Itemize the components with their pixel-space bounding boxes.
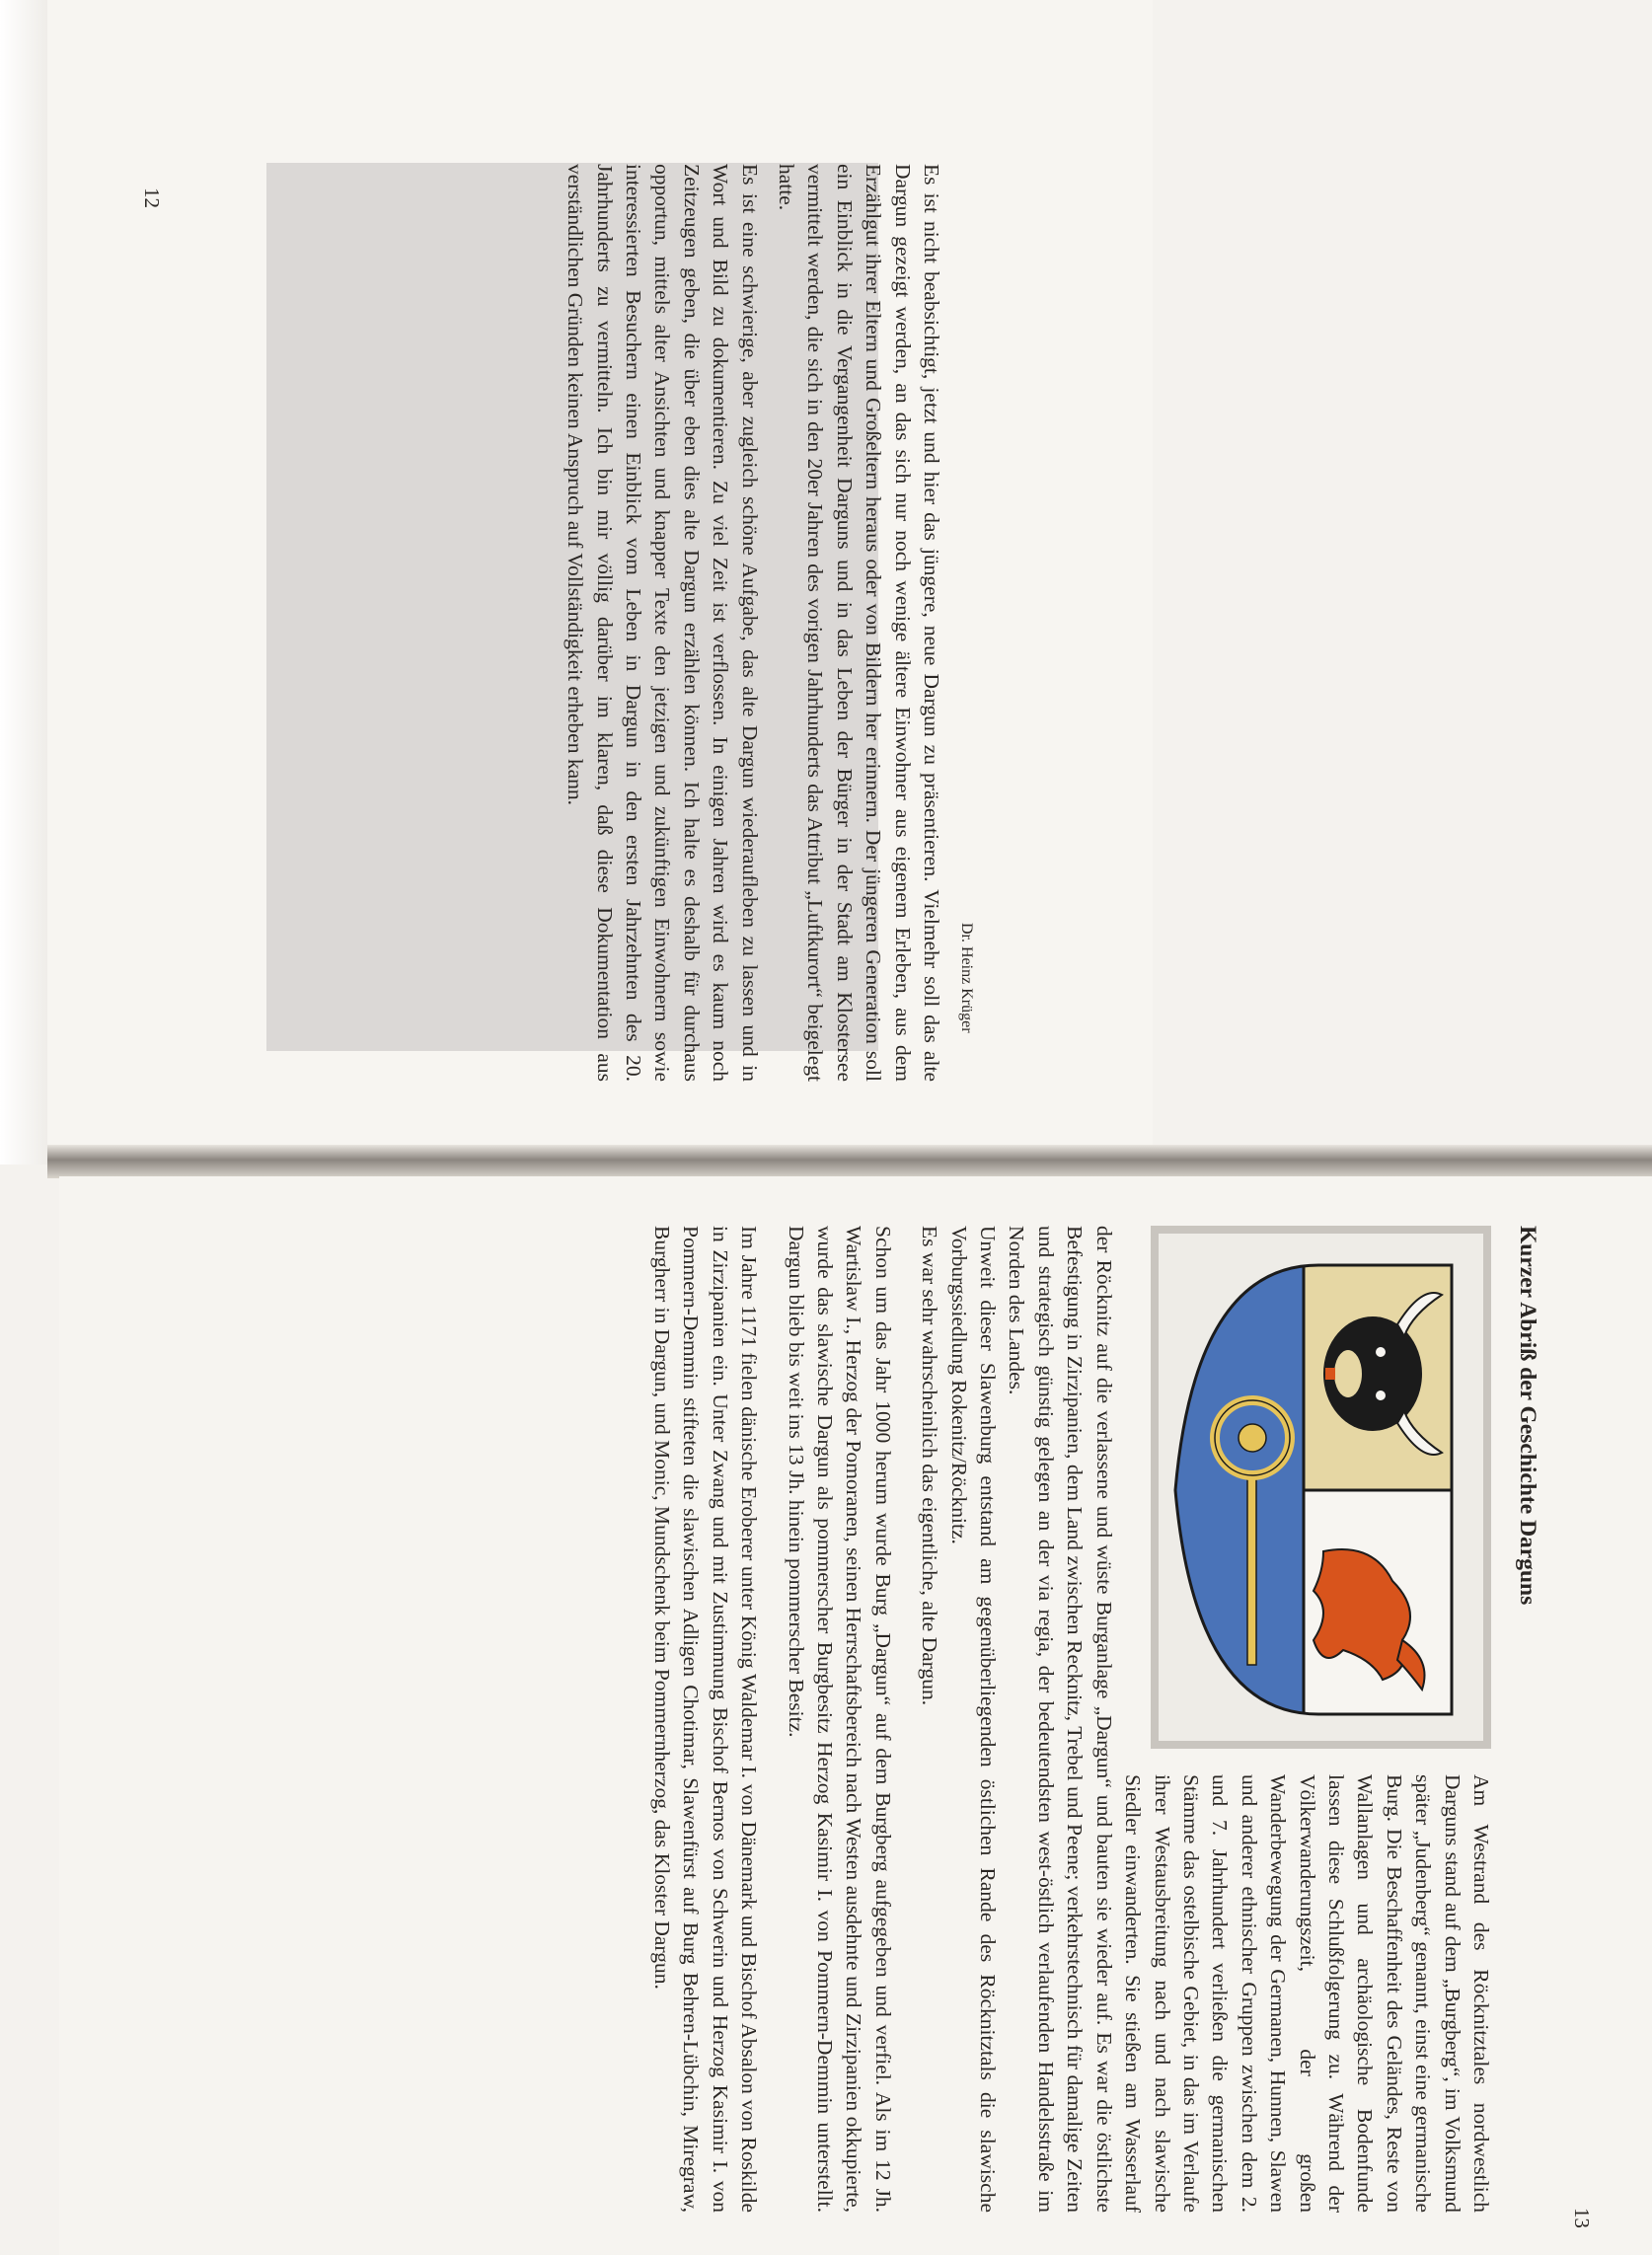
page-13 — [59, 1176, 1652, 2255]
paragraph: Schon um das Jahr 1000 herum wurde Burg „Dargun“ auf dem Burgberg aufgegeben und verfiel. Als im 12 Jh. Wartislaw I., Herzog der Pomoranen, seinen Herrschaftsbereich nach Westen ausdehnte und Zirzipanien okkupierte, wurde das slawische Dargun als pommerscher Burgbesitz Herzog Kasimir I. von Pommern-Demmin unterstellt. Dargun blieb bis weit ins 13 Jh. hinein pommerscher Besitz. — [784, 1226, 895, 2213]
paragraph: Im Jahre 1171 fielen dänische Eroberer unter König Waldemar I. von Dänemark und Bischof Absalon von Roskilde in Zirzipanien ein. Unter Zwang und mit Zustimmung Bischof Bernos von Schwerin und Herzog Kasimir I. von Pommern-Demmin stifteten die slawischen Adligen Chotimar, Slawenfürst auf Burg Behren-Lübchin, Miregraw, Burgherr in Dargun, und Monic, Mundschenk beim Pommernherzog, das Kloster Dargun. — [650, 1226, 762, 2213]
left-page-text — [561, 164, 945, 1082]
coat-of-arms — [1151, 1226, 1491, 1749]
book-spine — [47, 1145, 1652, 1178]
paragraph: Unweit dieser Slawenburg entstand am gegenüberliegenden östlichen Rande des Röcknitztals die slawische Vorburgssiedlung Rokenitz/Röcknitz. — [946, 1226, 1001, 2213]
right-page-text — [647, 1226, 1542, 2213]
page-12 — [47, 0, 1153, 1165]
paragraph: Es ist eine schwierige, aber zugleich schöne Aufgabe, das alte Dargun wiederaufleben zu lassen und in Wort und Bild zu dokumentieren. Zu viel Zeit ist verflossen. In einigen Jahren wird es kaum noch Zeitzeugen geben, die über eben dies alte Dargun erzählen können. Ich halte es deshalb für durchaus opportun, mittels alter Ansichten und knapper Texte den jetzigen und zukünftigen Einwohnern sowie interessierten Besuchern einen Einblick vom Leben in Dargun in den ersten Jahrzehnten des 20. Jahrhunderts zu vermitteln. Ich bin mir völlig darüber im klaren, daß diese Dokumentation aus verständlichen Gründen keinen Anspruch auf Vollständigkeit erheben kann. — [563, 164, 762, 1082]
paragraph: Am Westrand des Röcknitztales nordwestlich Darguns stand auf dem „Burgberg“, im Volksmund später „Judenberg“ genannt, einst eine germanische Burg. Die Beschaffenheit des Geländes, Reste von Wallanlagen und archäologische Bodenfunde lassen diese Schlußfolgerung zu. Während der Völkerwanderungszeit, der großen Wanderbewegung der Germanen, Hunnen, Slawen und anderer ethnischer Gruppen zwischen dem 2. und 7. Jahrhundert verließen die germanischen Stämme das ostelbische Gebiet, in das im Verlaufe ihrer Westausbreitung nach und nach slawische Siedler einwanderten. Sie stießen am Wasserlauf der Röcknitz auf die verlassene und wüste Burganlage „Dargun“ und bauten sie wieder auf. Es war die östlichste Befestigung in Zirzipanien, dem Land zwischen Recknitz, Trebel und Peene; verkehrstechnisch für damalige Zeiten und strategisch günstig gelegen an der via regia, der bedeutendsten west-östlich verlaufenden Handelsstraße im Norden des Landes. — [1005, 1226, 1493, 2213]
coat-of-arms-image — [1151, 1226, 1491, 1749]
paragraph: Es war sehr wahrscheinlich das eigentliche, alte Dargun. — [918, 1226, 942, 1706]
signature: Dr. Heinz Krüger — [958, 923, 975, 1033]
page-number-right: 13 — [1570, 2208, 1594, 2228]
page-heading: Kurzer Abriß der Geschichte Darguns — [1515, 1226, 1540, 1606]
paragraph: Es ist nicht beabsichtigt, jetzt und hier das jüngere, neue Dargun zu präsentieren. Vielmehr soll das alte Dargun gezeigt werden, an das sich nur noch wenige ältere Einwohner aus eigenem Erleben, aus dem Erzählgut ihrer Eltern und Großeltern heraus oder von Bildern her erinnern. Der jüngeren Generation soll ein Einblick in die Vergangenheit Darguns und in das Leben der Bürger in der Stadt am Klostersee vermittelt werden, die sich in den 20er Jahren des vorigen Jahrhunderts das Attribut „Luftkurort“ beigelegt hatte. — [774, 164, 943, 1082]
page-number-left: 12 — [140, 188, 164, 208]
